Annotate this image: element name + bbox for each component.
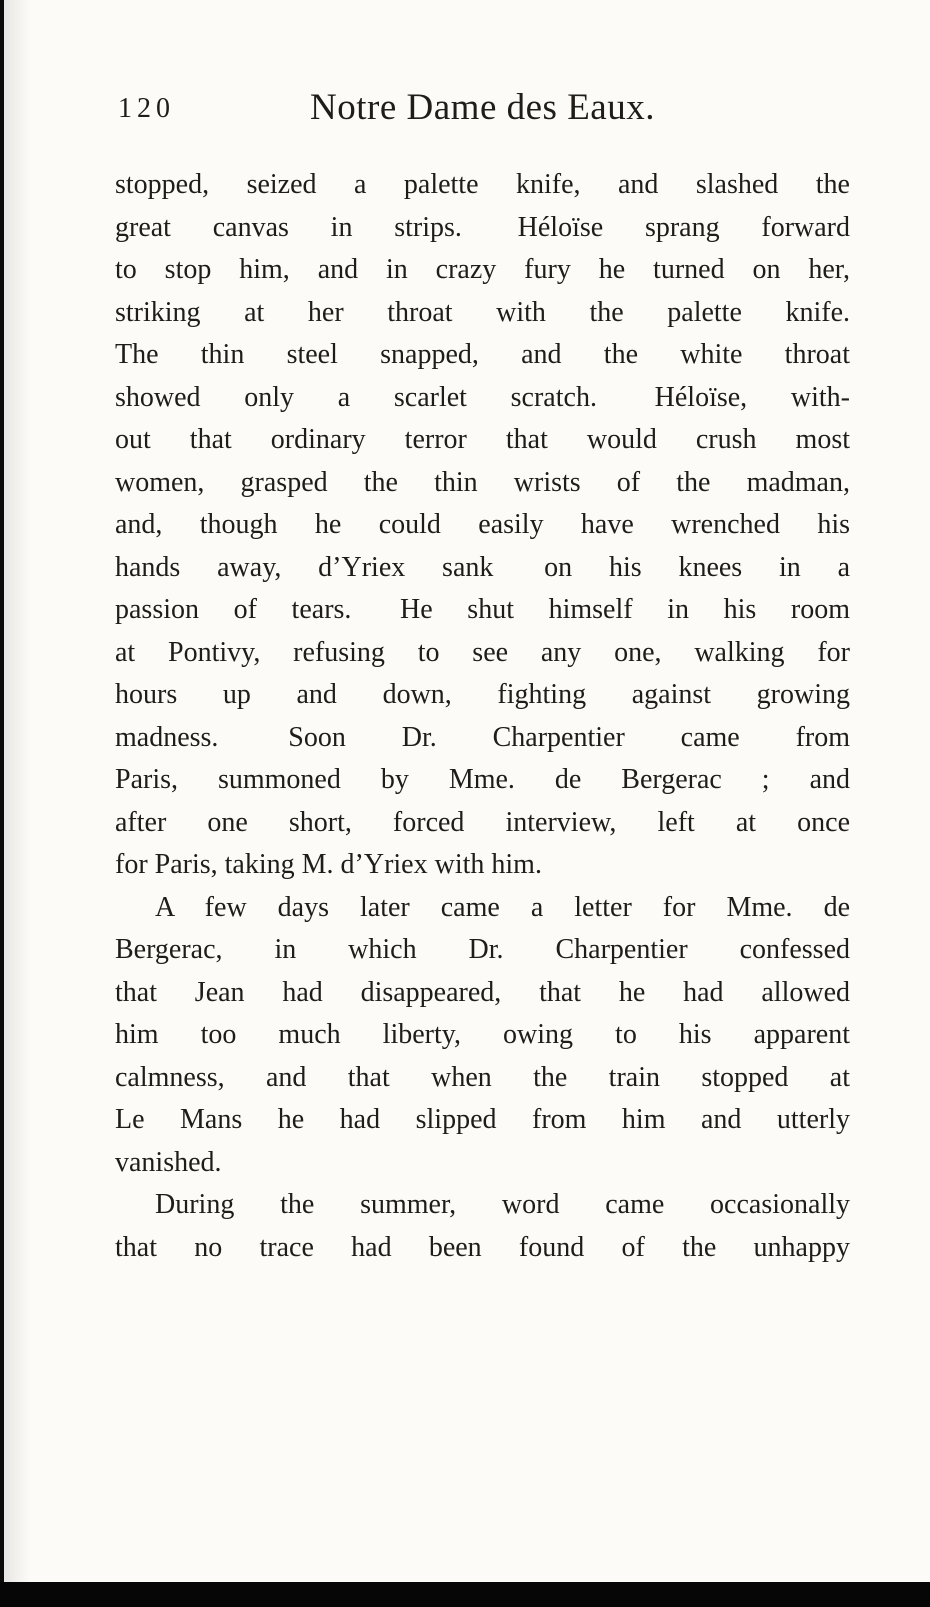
text-line: Bergerac, in which Dr. Charpentier confessed <box>115 934 850 965</box>
text-line: women, grasped the thin wrists of the madman, <box>115 466 850 498</box>
text-line: hands away, d’Yriex sank on his knees in a <box>115 551 850 583</box>
text-line: hours up and down, fighting against growing <box>115 679 850 710</box>
text-line: great canvas in strips. Héloïse sprang forward <box>115 211 850 243</box>
running-title: Notre Dame des Eaux. <box>310 87 655 128</box>
text-line: vanished. <box>115 1146 222 1178</box>
text-line: passion of tears. He shut himself in his room <box>115 594 850 625</box>
text-line: for Paris, taking M. d’Yriex with him. <box>115 849 542 880</box>
text-line: at Pontivy, refusing to see any one, walking for <box>115 636 850 668</box>
text-line: showed only a scarlet scratch. Héloïse, with- <box>115 381 850 413</box>
text-line: madness. Soon Dr. Charpentier came from <box>115 721 850 753</box>
text-line: out that ordinary terror that would crush most <box>115 424 850 455</box>
page-header <box>115 86 850 129</box>
scan-bottom-edge <box>0 1582 930 1607</box>
text-line: Paris, summoned by Mme. de Bergerac ; and <box>115 764 850 795</box>
text-line: stopped, seized a palette knife, and slashed the <box>115 169 850 200</box>
text-line: During the summer, word came occasionally <box>155 1189 850 1220</box>
page-body <box>115 164 850 1269</box>
text-line: that no trace had been found of the unhappy <box>115 1231 850 1263</box>
text-line: to stop him, and in crazy fury he turned on her, <box>115 254 850 285</box>
text-line: that Jean had disappeared, that he had allowed <box>115 976 850 1008</box>
text-line: striking at her throat with the palette knife. <box>115 296 850 328</box>
text-line: after one short, forced interview, left at once <box>115 806 850 838</box>
page-number: 120 <box>118 93 175 124</box>
text-line: and, though he could easily have wrenched his <box>115 509 850 540</box>
text-line: Le Mans he had slipped from him and utterly <box>115 1104 850 1135</box>
text-line: him too much liberty, owing to his apparent <box>115 1019 850 1050</box>
text-line: calmness, and that when the train stopped at <box>115 1061 850 1093</box>
text-line: A few days later came a letter for Mme. de <box>155 891 850 923</box>
scan-left-shading <box>4 0 30 1607</box>
text-line: The thin steel snapped, and the white throat <box>115 339 850 370</box>
